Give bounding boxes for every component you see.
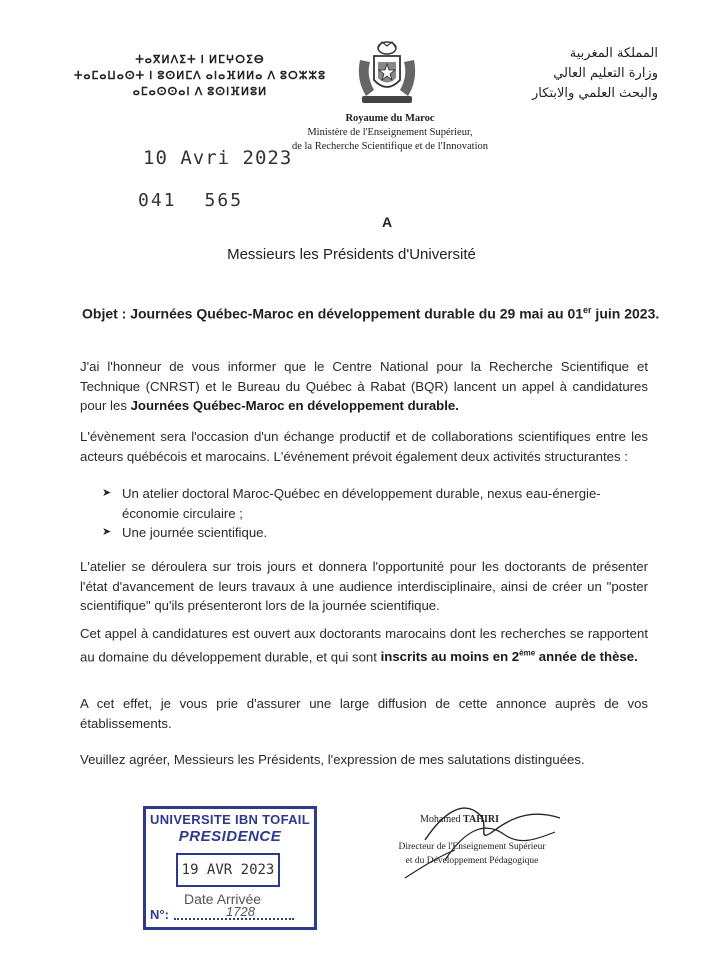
tifinagh-line: ⵜⴰⴳⵍⴷⵉⵜ ⵏ ⵍⵎⵖⵔⵉⴱ: [135, 54, 265, 66]
paragraph-eligibility: [80, 624, 648, 666]
addressee: Messieurs les Présidents d'Université: [227, 246, 476, 263]
list-item-text: Un atelier doctoral Maroc-Québec en développement durable, nexus eau-énergie-économie circulaire ;: [122, 486, 601, 521]
paragraph-event: L'évènement sera l'occasion d'un échange productif et de collaborations scientifiques entre les acteurs québécois et marocains. L'événement prévoit également deux activités structurantes :: [80, 429, 648, 464]
address-prefix: A: [382, 214, 393, 230]
stamp-dotted-line: [174, 918, 294, 920]
signatory-last-name: TAHIRI: [463, 814, 499, 825]
signatory-name: [420, 814, 499, 825]
tifinagh-header: [70, 52, 330, 100]
closing-salutation: Veuillez agréer, Messieurs les Présidents, l'expression de mes salutations distinguées.: [80, 752, 585, 767]
list-item: [102, 523, 622, 543]
paragraph-workshop: L'atelier se déroulera sur trois jours et donnera l'opportunité pour les doctorants de présenter l'état d'avancement de leurs travaux à une audience interdisciplinaire, ainsi de créer un "poster scientifique" qu'ils présenteront lors de la journée scientifique.: [80, 559, 648, 613]
signatory-title-line: et du Développement Pédagogique: [405, 856, 539, 866]
tifinagh-line: ⴰⵎⴰⵙⵙⴰⵏ ⴷ ⵓⵙⵏⴼⵍⵓⵍ: [132, 86, 268, 98]
subject-line: [82, 305, 682, 322]
arabic-line: والبحث العلمي والابتكار: [532, 86, 658, 101]
reference-number: [138, 190, 243, 211]
list-item-text: Une journée scientifique.: [122, 525, 268, 540]
reference-part-b: 565: [204, 190, 244, 211]
arabic-header: [438, 44, 658, 104]
arabic-line: المملكة المغربية: [569, 46, 658, 61]
event-name: Journées Québec-Maroc en développement durable.: [130, 398, 459, 413]
eligibility-bold-tail: année de thèse.: [535, 648, 638, 664]
stamp-date: 19 AVR 2023: [176, 853, 280, 887]
kingdom-name: Royaume du Maroc: [345, 113, 435, 124]
ministry-name-cont: de la Recherche Scientifique et de l'Innovation: [291, 141, 489, 152]
paragraph-intro-text: J'ai l'honneur de vous informer que le Centre National pour la Recherche Scientifique et Technique (CNRST) et le Bureau du Québec à Rabat (BQR) lancent un appel à candidatures pour les: [80, 359, 648, 413]
tifinagh-line: ⵜⴰⵎⴰⵡⴰⵙⵜ ⵏ ⵓⵙⵍⵎⴷ ⴰⵏⴰⴼⵍⵍⴰ ⴷ ⵓⵔⵣⵣⵓ: [73, 70, 327, 82]
paragraph-intro: [80, 357, 648, 416]
reception-stamp: [143, 806, 317, 930]
eligibility-text: Cet appel à candidatures est ouvert aux doctorants marocains dont les recherches se rapportent au domaine du développement durable, et qui sont: [80, 626, 648, 664]
arrow-bullet-icon: ➤: [102, 526, 112, 538]
subject-sup: er: [583, 305, 592, 315]
signatory-title-line: Directeur de l'Enseignement Supérieur: [398, 842, 546, 852]
stamp-university: UNIVERSITE IBN TOFAIL: [150, 812, 310, 827]
eligibility-sup: ème: [519, 648, 536, 658]
stamp-number: 1728: [226, 904, 255, 919]
list-item: [102, 484, 622, 523]
stamp-number-label: N°:: [150, 907, 169, 922]
stamp-office: PRESIDENCE: [178, 828, 282, 845]
stamp-arrival-label: Date Arrivée: [184, 891, 262, 907]
subject-tail: juin 2023.: [591, 305, 660, 322]
outgoing-date-stamp: 10 Avri 2023: [143, 147, 293, 169]
ministry-name: Ministère de l'Enseignement Supérieur,: [307, 127, 473, 138]
signatory-title: [382, 840, 562, 868]
eligibility-bold: inscrits au moins en 2: [380, 648, 520, 664]
coat-of-arms-icon: [352, 40, 422, 106]
paragraph-diffusion: A cet effet, je vous prie d'assurer une large diffusion de cette annonce auprès de vos établissements.: [80, 696, 648, 731]
eligibility-emphasis: [381, 649, 638, 664]
arabic-line: وزارة التعليم العالي: [553, 66, 658, 81]
reference-part-a: 041: [138, 190, 177, 211]
subject-text: Objet : Journées Québec-Maroc en développement durable du 29 mai au 01: [82, 305, 584, 322]
signatory-first-name: Mohamed: [420, 814, 461, 825]
ministry-heading: [255, 112, 525, 154]
arrow-bullet-icon: ➤: [102, 487, 112, 499]
activity-list: [102, 484, 622, 543]
